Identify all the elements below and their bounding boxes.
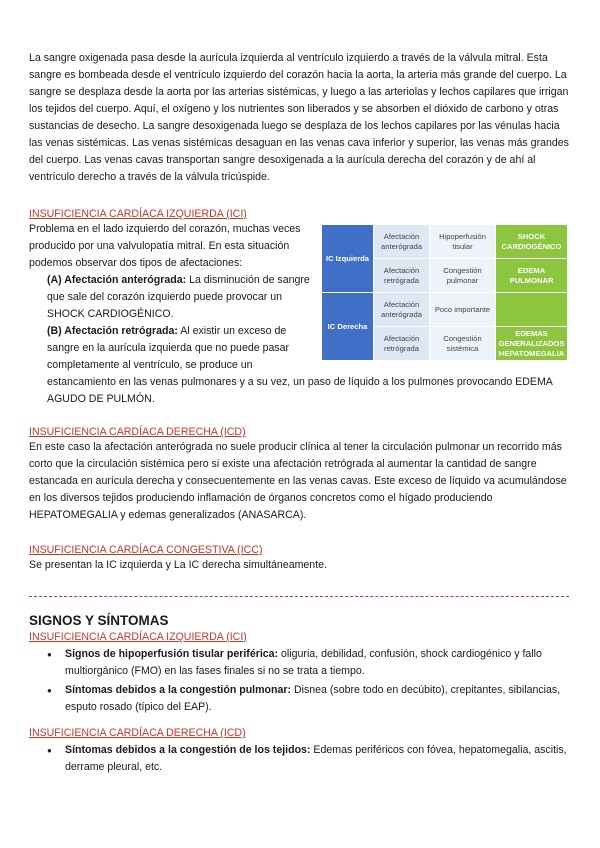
group-cell-ic-derecha: IC Derecha: [322, 293, 374, 361]
signs-icd-heading: INSUFICIENCIA CARDÍACA DERECHA (ICD): [29, 727, 246, 739]
group-cell-ic-izquierda: IC Izquierda: [322, 225, 374, 293]
section-divider: [29, 596, 569, 597]
result-cell: EDEMAS GENERALIZADOS HEPATOMEGALIA: [496, 327, 568, 361]
type-cell: Afectación anterógrada: [374, 293, 430, 327]
result-cell: SHOCK CARDIOGÉNICO: [496, 225, 568, 259]
ici-item-label: (A) Afectación anterógrada:: [47, 274, 187, 286]
signs-section: [29, 612, 571, 778]
icd-paragraph: En este caso la afectación anterógrada no suele producir clínica al tener la circulación pulmonar un recorrido más corto que la circulación sistémica pero si existe una afectación retrógrada al aumentar la cantidad de sangre estancada en aurícula derecha y consecuentemente en las venas cavas. Este exceso de líquido va acumulándose en los diversos tejidos produciendo inflamación de órganos concretos como el hígado produciendo HEPATOMEGALIA y edemas generalizados (ANASARCA).: [29, 441, 567, 521]
result-cell: [496, 293, 568, 327]
effect-cell: Poco importante: [430, 293, 496, 327]
list-item: [65, 742, 571, 776]
ici-section: [29, 207, 571, 408]
item-label: Síntomas debidos a la congestión pulmonar:: [65, 684, 292, 696]
ici-heading: INSUFICIENCIA CARDÍACA IZQUIERDA (ICI): [29, 208, 247, 220]
table-row: [322, 225, 568, 259]
effect-cell: Congestión sistémica: [430, 327, 496, 361]
icd-section: [29, 425, 571, 524]
effect-cell: Hipoperfusión tisular: [430, 225, 496, 259]
item-label: Síntomas debidos a la congestión de los tejidos:: [65, 744, 311, 756]
ici-item-retrograde: [47, 323, 317, 374]
document-page: [29, 50, 571, 773]
item-text: Disnea (sobre todo en decúbito), crepitantes, sibilancias, esputo rosado (típico del EAP).: [65, 684, 561, 713]
type-cell: Afectación retrógrada: [374, 259, 430, 293]
ici-affectation-list: [29, 272, 317, 374]
ici-intro: Problema en el lado izquierdo del corazón, muchas veces producido por una valvulopatía mitral. En esta situación podemos observar dos tipos de afectaciones:: [29, 223, 301, 269]
icc-section: [29, 543, 571, 574]
ici-item-label: (B) Afectación retrógrada:: [47, 325, 178, 337]
intro-paragraph: La sangre oxigenada pasa desde la aurícula izquierda al ventrículo izquierdo a través de la válvula mitral. Esta sangre es bombeada desde el ventrículo izquierdo del corazón hacia la aorta, la arteria más grande del cuerpo. La sangre se desplaza desde la aorta por las arterias sistémicas, y luego a las arteriolas y lechos capilares que irrigan los tejidos del cuerpo. Aquí, el oxígeno y los nutrientes son liberados y se absorben el dióxido de carbono y otras sustancias de desecho. La sangre desoxigenada luego se desplaza de los lechos capilares por las vénulas hacia las venas sistémicas. Las venas sistémicas desaguan en las venas cava inferior y superior, las venas más grandes del cuerpo. Las venas cavas transportan sangre desoxigenada a la aurícula derecha del corazón y de ahí al ventrículo derecho a través de la válvula tricúspide.: [29, 52, 569, 183]
result-cell: EDEMA PULMONAR: [496, 259, 568, 293]
icc-paragraph: Se presentan la IC izquierda y La IC derecha simultáneamente.: [29, 559, 327, 571]
type-cell: Afectación anterógrada: [374, 225, 430, 259]
signs-icd-list: [29, 742, 571, 776]
type-cell: Afectación retrógrada: [374, 327, 430, 361]
item-text: Edemas periféricos con fóvea, hepatomegalia, ascitis, derrame pleural, etc.: [65, 744, 567, 773]
effect-cell: Congestión pulmonar: [430, 259, 496, 293]
ici-item-text: Al existir un exceso de sangre en la aurícula izquierda que no puede pasar completamente al ventrículo, se produce un: [47, 325, 290, 371]
icd-heading: INSUFICIENCIA CARDÍACA DERECHA (ICD): [29, 426, 246, 438]
icc-heading: INSUFICIENCIA CARDÍACA CONGESTIVA (ICC): [29, 544, 263, 556]
ic-summary-table: [321, 224, 568, 361]
signs-ici-heading: INSUFICIENCIA CARDÍACA IZQUIERDA (ICI): [29, 631, 247, 643]
list-item: [65, 646, 571, 680]
item-label: Signos de hipoperfusión tisular periférica:: [65, 648, 279, 660]
item-text: oliguria, debilidad, confusión, shock cardiogénico y fallo multiorgánico (FMO) en las fases finales si no se trata a tiempo.: [65, 648, 542, 677]
list-item: [65, 682, 571, 716]
ici-item-text: La disminución de sangre que sale del corazón izquierdo puede provocar un SHOCK CARDIOGÉNICO.: [47, 274, 310, 320]
signs-ici-list: [29, 646, 571, 716]
table-row: [322, 293, 568, 327]
ici-tail-text: estancamiento en las venas pulmonares y a su vez, un paso de líquido a los pulmones provocando EDEMA AGUDO DE PULMÓN.: [47, 376, 553, 405]
ici-item-anterograde: [47, 272, 317, 323]
ici-text-block: [29, 221, 317, 374]
signs-title: SIGNOS Y SÍNTOMAS: [29, 613, 169, 628]
